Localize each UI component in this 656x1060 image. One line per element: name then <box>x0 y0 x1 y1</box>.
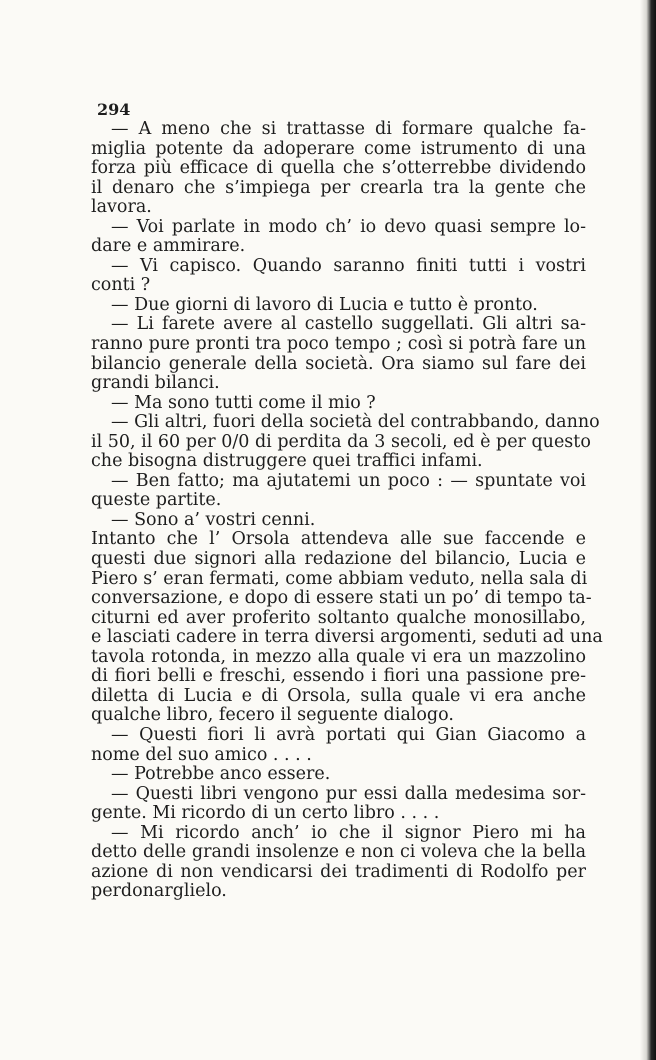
text-line: qualche libro, fecero il seguente dialogo. <box>91 705 454 726</box>
text-line: questi due signori alla redazione del bilancio, Lucia e <box>91 549 586 570</box>
text-line: grandi bilanci. <box>91 373 220 394</box>
text-line: — Due giorni di lavoro di Lucia e tutto è pronto. <box>111 294 538 315</box>
text-line: dare e ammirare. <box>91 236 246 257</box>
text-line: ranno pure pronti tra poco tempo ; così si potrà fare un <box>91 334 586 355</box>
text-line: — Vi capisco. Quando saranno finiti tutti i vostri <box>111 255 586 276</box>
page-edge-shadow <box>640 0 656 1060</box>
text-line: miglia potente da adoperare come istrumento di una <box>91 138 586 159</box>
text-line: lavora. <box>91 197 152 218</box>
text-line: e lasciati cadere in terra diversi argomenti, seduti ad una <box>91 627 603 648</box>
text-line: detto delle grandi insolenze e non ci voleva che la bella <box>91 842 586 863</box>
text-line: — Questi libri vengono pur essi dalla medesima sor- <box>111 783 586 804</box>
text-line: gente. Mi ricordo di un certo libro . . . . <box>91 803 440 824</box>
text-line: — Gli altri, fuori della società del contrabbando, danno <box>111 412 600 433</box>
text-line: — Ma sono tutti come il mio ? <box>111 392 376 413</box>
text-line: che bisogna distruggere quei traffici infami. <box>91 451 483 472</box>
text-line: bilancio generale della società. Ora siamo sul fare dei <box>91 353 586 374</box>
text-line: — Voi parlate in modo ch’ io devo quasi sempre lo- <box>111 216 586 237</box>
text-line: — A meno che si trattasse di formare qualche fa- <box>111 119 586 139</box>
text-line: conti ? <box>91 275 151 296</box>
text-line: il 50, il 60 per 0/0 di perdita da 3 secoli, ed è per questo <box>91 431 591 452</box>
text-line: perdonarglielo. <box>91 881 227 902</box>
text-line: — Questi fiori li avrà portati qui Gian Giacomo a <box>111 724 586 745</box>
text-line: azione di non vendicarsi dei tradimenti di Rodolfo per <box>91 861 586 882</box>
text-line: di fiori belli e freschi, essendo i fiori una passione pre- <box>91 666 586 687</box>
text-line: — Sono a’ vostri cenni. <box>111 509 316 530</box>
page-number: 294 <box>97 100 131 119</box>
text-line: — Mi ricordo anch’ io che il signor Piero mi ha <box>111 822 586 843</box>
text-line: diletta di Lucia e di Orsola, sulla quale vi era anche <box>91 685 586 706</box>
text-line: forza più efficace di quella che s’otterrebbe dividendo <box>91 158 586 179</box>
body-text <box>91 119 603 902</box>
text-line: citurni ed aver proferito soltanto qualche monosillabo, <box>91 607 586 628</box>
text-line: queste partite. <box>91 490 222 511</box>
text-line: — Ben fatto; ma ajutatemi un poco : — spuntate voi <box>111 470 586 491</box>
text-line: il denaro che s’impiega per crearla tra la gente che <box>91 177 586 198</box>
text-line: — Li farete avere al castello suggellati. Gli altri sa- <box>111 314 586 335</box>
text-line: conversazione, e dopo di essere stati un po’ di tempo ta- <box>91 588 592 609</box>
text-line: Piero s’ eran fermati, come abbiam veduto, nella sala di <box>91 568 588 589</box>
text-line: nome del suo amico . . . . <box>91 744 312 765</box>
text-line: Intanto che l’ Orsola attendeva alle sue faccende e <box>91 529 586 550</box>
text-line: tavola rotonda, in mezzo alla quale vi era un mazzolino <box>91 646 586 667</box>
text-line: — Potrebbe anco essere. <box>111 764 331 785</box>
